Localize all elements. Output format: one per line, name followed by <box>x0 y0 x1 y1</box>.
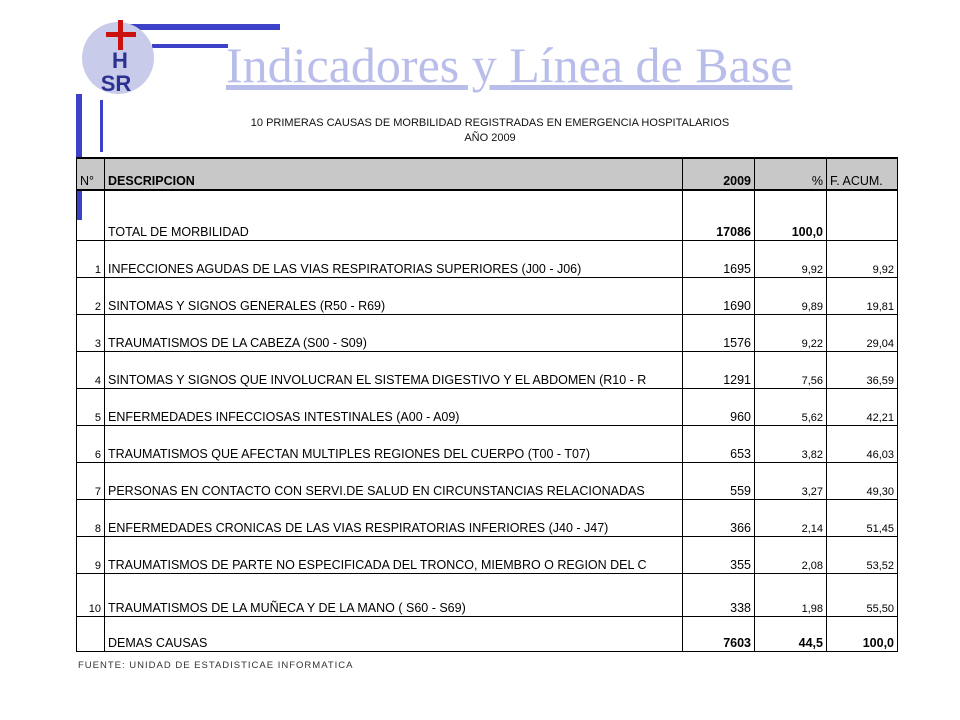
row-number: 4 <box>77 351 105 388</box>
header-description: DESCRIPCION <box>105 158 683 190</box>
logo-cross-horizontal <box>106 32 136 37</box>
row-description: TRAUMATISMOS QUE AFECTAN MULTIPLES REGIONES DEL CUERPO (T00 - T07) <box>105 425 683 462</box>
row-percent: 5,62 <box>755 388 827 425</box>
others-label: DEMAS CAUSAS <box>105 616 683 651</box>
row-description: TRAUMATISMOS DE PARTE NO ESPECIFICADA DEL TRONCO, MIEMBRO O REGION DEL C <box>105 536 683 573</box>
row-number: 7 <box>77 462 105 499</box>
table-row <box>77 277 898 314</box>
row-number: 10 <box>77 573 105 616</box>
row-value: 960 <box>683 388 755 425</box>
row-description: SINTOMAS Y SIGNOS QUE INVOLUCRAN EL SISTEMA DIGESTIVO Y EL ABDOMEN (R10 - R <box>105 351 683 388</box>
row-number: 6 <box>77 425 105 462</box>
row-percent: 7,56 <box>755 351 827 388</box>
row-cumulative: 19,81 <box>827 277 898 314</box>
total-num <box>77 190 105 240</box>
header-cumulative: F. ACUM. <box>827 158 898 190</box>
total-percent: 100,0 <box>755 190 827 240</box>
row-cumulative: 36,59 <box>827 351 898 388</box>
row-number: 5 <box>77 388 105 425</box>
table-row <box>77 462 898 499</box>
row-cumulative: 46,03 <box>827 425 898 462</box>
row-description: ENFERMEDADES CRONICAS DE LAS VIAS RESPIRATORIAS INFERIORES (J40 - J47) <box>105 499 683 536</box>
logo-letters-sr: SR <box>100 71 132 96</box>
row-value: 355 <box>683 536 755 573</box>
row-percent: 9,92 <box>755 240 827 277</box>
table-header-row <box>77 158 898 190</box>
total-value: 17086 <box>683 190 755 240</box>
row-percent: 1,98 <box>755 573 827 616</box>
row-cumulative: 51,45 <box>827 499 898 536</box>
row-description: TRAUMATISMOS DE LA CABEZA (S00 - S09) <box>105 314 683 351</box>
row-cumulative: 42,21 <box>827 388 898 425</box>
row-cumulative: 49,30 <box>827 462 898 499</box>
total-row <box>77 190 898 240</box>
table-caption-line-2: AÑO 2009 <box>464 132 516 144</box>
table-row <box>77 536 898 573</box>
row-value: 366 <box>683 499 755 536</box>
table-row <box>77 573 898 616</box>
row-cumulative: 29,04 <box>827 314 898 351</box>
row-percent: 2,14 <box>755 499 827 536</box>
table-row <box>77 314 898 351</box>
row-value: 1695 <box>683 240 755 277</box>
table-caption-line-1: 10 PRIMERAS CAUSAS DE MORBILIDAD REGISTRADAS EN EMERGENCIA HOSPITALARIOS <box>250 117 730 129</box>
row-value: 338 <box>683 573 755 616</box>
row-percent: 3,82 <box>755 425 827 462</box>
row-description: TRAUMATISMOS DE LA MUÑECA Y DE LA MANO ( S60 - S69) <box>105 573 683 616</box>
table-row <box>77 499 898 536</box>
row-number: 3 <box>77 314 105 351</box>
others-row <box>77 616 898 651</box>
row-cumulative: 9,92 <box>827 240 898 277</box>
table-row <box>77 351 898 388</box>
row-percent: 2,08 <box>755 536 827 573</box>
morbidity-table <box>76 157 898 652</box>
row-description: ENFERMEDADES INFECCIOSAS INTESTINALES (A00 - A09) <box>105 388 683 425</box>
others-value: 7603 <box>683 616 755 651</box>
header-year: 2009 <box>683 158 755 190</box>
row-description: INFECCIONES AGUDAS DE LAS VIAS RESPIRATORIAS SUPERIORES (J00 - J06) <box>105 240 683 277</box>
total-label: TOTAL DE MORBILIDAD <box>105 190 683 240</box>
total-cumulative <box>827 190 898 240</box>
row-percent: 9,89 <box>755 277 827 314</box>
others-percent: 44,5 <box>755 616 827 651</box>
accent-bar-top-short <box>152 44 228 48</box>
row-value: 1576 <box>683 314 755 351</box>
row-value: 559 <box>683 462 755 499</box>
others-cumulative: 100,0 <box>827 616 898 651</box>
row-description: PERSONAS EN CONTACTO CON SERVI.DE SALUD EN CIRCUNSTANCIAS RELACIONADAS <box>105 462 683 499</box>
row-value: 1690 <box>683 277 755 314</box>
accent-bar-left-thin <box>100 100 103 152</box>
row-number: 2 <box>77 277 105 314</box>
row-percent: 3,27 <box>755 462 827 499</box>
row-cumulative: 55,50 <box>827 573 898 616</box>
header-num: N° <box>77 158 105 190</box>
source-footnote: FUENTE: UNIDAD DE ESTADISTICAE INFORMATICA <box>78 660 354 671</box>
row-number: 8 <box>77 499 105 536</box>
table-row <box>77 240 898 277</box>
page-title: Indicadores y Línea de Base <box>226 37 793 93</box>
row-value: 1291 <box>683 351 755 388</box>
table-row <box>77 425 898 462</box>
row-value: 653 <box>683 425 755 462</box>
row-number: 9 <box>77 536 105 573</box>
row-cumulative: 53,52 <box>827 536 898 573</box>
hospital-logo <box>78 18 158 98</box>
row-description: SINTOMAS Y SIGNOS GENERALES (R50 - R69) <box>105 277 683 314</box>
logo-letter-h: H <box>112 48 128 73</box>
row-percent: 9,22 <box>755 314 827 351</box>
others-num <box>77 616 105 651</box>
header-percent: % <box>755 158 827 190</box>
row-number: 1 <box>77 240 105 277</box>
table-row <box>77 388 898 425</box>
